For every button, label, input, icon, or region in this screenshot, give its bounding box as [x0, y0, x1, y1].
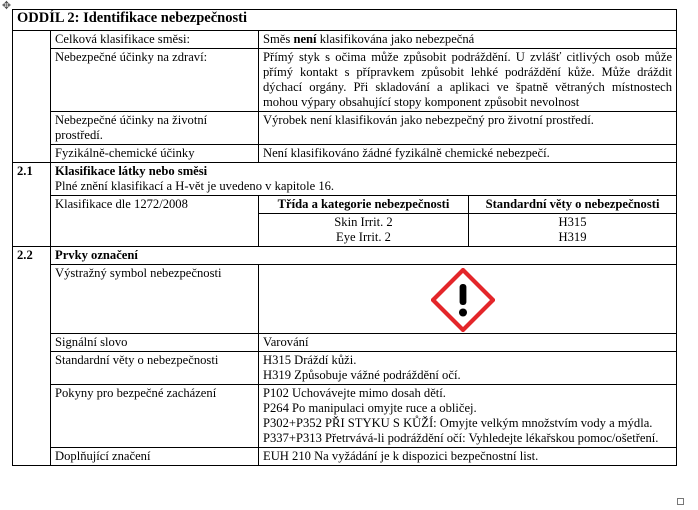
p-statements-label: Pokyny pro bezpečné zacházení — [51, 385, 259, 448]
p-statement-line: P102 Uchovávejte mimo dosah dětí. — [263, 386, 446, 400]
environment-effects-value: Výrobek není klasifikován jako nebezpečný pro životní prostředí. — [259, 112, 677, 145]
class-category-header: Třída a kategorie nebezpečnosti — [259, 196, 469, 214]
table-resize-handle[interactable] — [677, 498, 684, 505]
h-code: H319 — [558, 230, 587, 244]
physchem-effects-label: Fyzikálně-chemické účinky — [51, 145, 259, 163]
ghs07-exclamation-mark-icon — [431, 268, 495, 332]
section-2-1-heading: Klasifikace látky nebo směsi — [55, 164, 208, 178]
signal-word-label: Signální slovo — [51, 334, 259, 352]
health-effects-value: Přímý styk s očima může způsobit podráždění. U zvlášť citlivých osob může přímý kontakt s přípravkem způsobit lehké podráždění kůže. Může dráždit dýchací orgány. Při skladování a aplikaci ve špatně větraných místnostech mohou výpary obsahující stopy komponent způsobit nevolnost — [259, 49, 677, 112]
supplementary-label: Doplňující značení — [51, 448, 259, 466]
h-statement-line: H319 Způsobuje vážné podráždění očí. — [263, 368, 461, 382]
classification-label: Klasifikace dle 1272/2008 — [51, 196, 259, 247]
section-2-2-heading: Prvky označení — [51, 247, 677, 265]
class-item: Eye Irrit. 2 — [336, 230, 391, 244]
h-code: H315 — [558, 215, 587, 229]
supplementary-value: EUH 210 Na vyžádání je k dispozici bezpečnostní list. — [259, 448, 677, 466]
p-statement-line: P302+P352 PŘI STYKU S KŮŽÍ: Omyjte velkým množstvím vody a mýdla. — [263, 416, 653, 430]
pictogram-label: Výstražný symbol nebezpečnosti — [51, 265, 259, 334]
p-statement-line: P264 Po manipulaci omyjte ruce a obličej. — [263, 401, 477, 415]
p-statements-list — [259, 385, 677, 448]
physchem-effects-value: Není klasifikováno žádné fyzikálně chemické nebezpečí. — [259, 145, 677, 163]
h-statements-label: Standardní věty o nebezpečnosti — [51, 352, 259, 385]
h-statement-header: Standardní věty o nebezpečnosti — [469, 196, 677, 214]
overview-number-cell — [13, 31, 51, 163]
table-move-handle-icon[interactable]: ✥ — [1, 0, 12, 12]
section-title: ODDÍL 2: Identifikace nebezpečnosti — [13, 10, 677, 31]
overall-classification-label: Celková klasifikace směsi: — [51, 31, 259, 49]
overall-classification-value: Směs není klasifikována jako nebezpečná — [259, 31, 677, 49]
section-2-1-note: Plné znění klasifikací a H-vět je uvedeno v kapitole 16. — [55, 179, 335, 193]
class-item: Skin Irrit. 2 — [334, 215, 393, 229]
p-statement-line: P337+P313 Přetrvává-li podráždění očí: Vyhledejte lékařskou pomoc/ošetření. — [263, 431, 659, 445]
section-2-1-number: 2.1 — [13, 163, 51, 247]
signal-word-value: Varování — [259, 334, 677, 352]
class-category-values — [259, 214, 469, 247]
h-statement-line: H315 Dráždí kůži. — [263, 353, 357, 367]
environment-effects-label: Nebezpečné účinky na životní prostředí. — [51, 112, 259, 145]
h-statement-values — [469, 214, 677, 247]
health-effects-label: Nebezpečné účinky na zdraví: — [51, 49, 259, 112]
h-statements-list — [259, 352, 677, 385]
hazard-identification-table — [12, 9, 677, 466]
pictogram-cell — [259, 265, 677, 334]
section-2-2-number: 2.2 — [13, 247, 51, 466]
section-2-1-heading-cell — [51, 163, 677, 196]
